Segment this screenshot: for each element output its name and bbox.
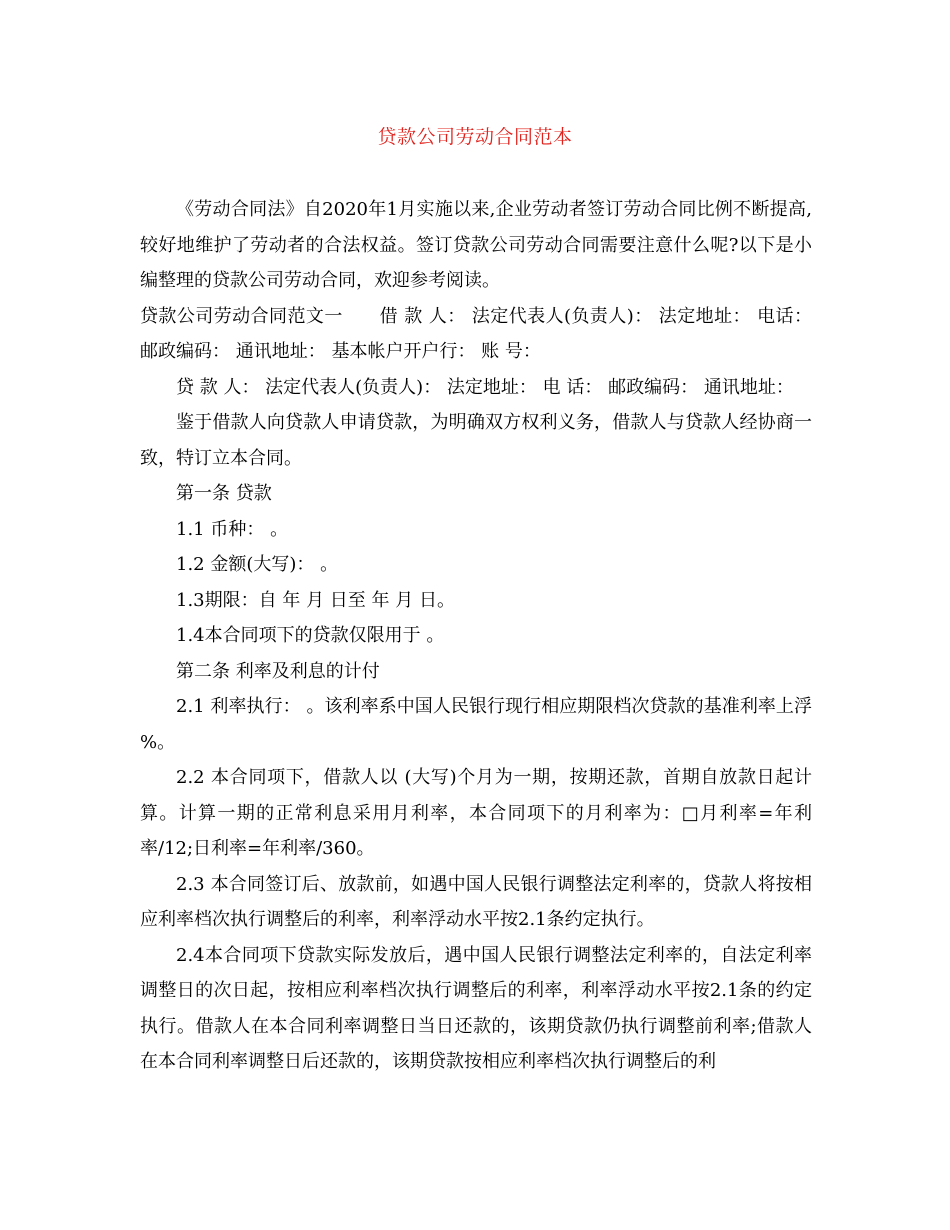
paragraph-intro: 《劳动合同法》自2020年1月实施以来,企业劳动者签订劳动合同比例不断提高,较好地维护了劳动者的合法权益。签订贷款公司劳动合同需要注意什么呢?以下是小编整理的贷款公司劳动合同，欢迎参考阅读。 [140, 199, 812, 291]
clause-2-4: 2.4本合同项下贷款实际发放后，遇中国人民银行调整法定利率的，自法定利率调整日的次日起，按相应利率档次执行调整后的利率，利率浮动水平按2.1条的约定执行。借款人在本合同利率调整日当日还款的，该期贷款仍执行调整前利率;借款人在本合同利率调整日后还款的，该期贷款按相应利率档次执行调整后的利 [140, 944, 812, 1072]
section-heading-1: 第一条 贷款 [176, 483, 272, 504]
clause-1-1: 1.1 币种： 。 [176, 518, 289, 540]
paragraph-borrower-info: 贷款公司劳动合同范文一 借 款 人： 法定代表人(负责人)： 法定地址： 电话： 邮政编码： 通讯地址： 基本帐户开户行： 账 号： [140, 305, 812, 362]
paragraph-lender-info: 贷 款 人： 法定代表人(负责人)： 法定地址： 电 话： 邮政编码： 通讯地址： [176, 376, 794, 398]
clause-2-1: 2.1 利率执行： 。该利率系中国人民银行现行相应期限档次贷款的基准利率上浮 %。 [140, 696, 812, 753]
clause-1-4: 1.4本合同项下的贷款仅限用于 。 [176, 625, 445, 646]
clause-2-3: 2.3 本合同签订后、放款前，如遇中国人民银行调整法定利率的，贷款人将按相应利率档次执行调整后的利率，利率浮动水平按2.1条约定执行。 [140, 873, 812, 930]
paragraph-preamble: 鉴于借款人向贷款人申请贷款，为明确双方权利义务，借款人与贷款人经协商一致，特订立本合同。 [140, 412, 812, 469]
clause-1-2: 1.2 金额(大写)： 。 [176, 554, 339, 575]
section-heading-2: 第二条 利率及利息的计付 [176, 660, 380, 682]
document-title: 贷款公司劳动合同范本 [377, 126, 573, 148]
clause-2-2: 2.2 本合同项下，借款人以 (大写)个月为一期，按期还款，首期自放款日起计算。计算一期的正常利息采用月利率，本合同项下的月利率为：□月利率=年利率/12;日利率=年利率/360。 [140, 767, 812, 859]
document-body [140, 192, 812, 1080]
clause-1-3: 1.3期限：自 年 月 日至 年 月 日。 [176, 589, 455, 611]
